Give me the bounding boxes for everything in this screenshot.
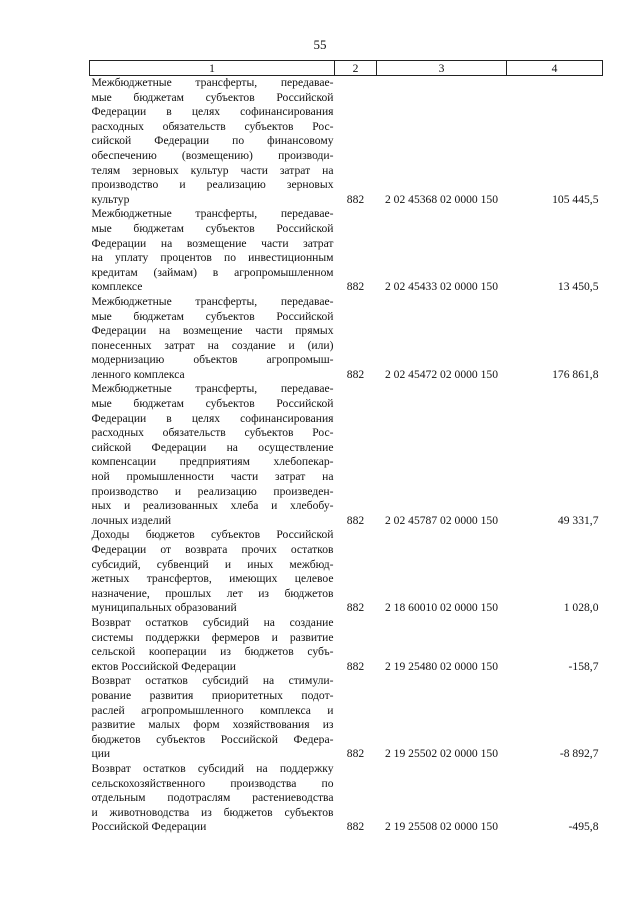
description-line: культур [91,192,130,206]
description-line: мые бюджетам субъектов Российской [91,90,334,104]
description-line: Межбюджетные трансферты, передавае- [91,76,334,89]
description-line: Федерации в целях софинансирования [91,105,334,119]
description-line: сийской Федерации по финансовому [91,134,334,148]
table-row [90,207,603,295]
row-amount: 105 445,5 [552,192,599,206]
description-line: ной промышленности части затрат на [91,470,334,484]
row-admin-code: 882 [346,367,365,381]
description-line: Межбюджетные трансферты, передавае- [91,207,334,221]
table-row [90,382,603,528]
description-line: Возврат остатков субсидий на создание [91,615,334,629]
row-amount: -158,7 [568,659,599,673]
description-line: и животноводства из бюджетов субъектов [91,805,334,819]
row-admin-code: 882 [346,513,365,527]
table-row [90,616,603,674]
description-line: Доходы бюджетов субъектов Российской [91,528,334,542]
table-row [90,76,603,208]
row-classification-code: 2 19 25502 02 0000 150 [384,747,499,761]
row-description [90,528,335,616]
description-line: лочных изделий [91,513,172,527]
description-line: кредитам (займам) в агропромышленном [91,265,334,279]
description-line: обеспечению (возмещению) производи- [91,148,334,162]
description-line: расходных обязательств субъектов Рос- [91,119,334,133]
description-line: Федерации в целях софинансирования [91,411,334,425]
description-line: сийской Федерации на осуществление [91,440,334,454]
row-admin-code: 882 [346,192,365,206]
description-line: мые бюджетам субъектов Российской [91,221,334,235]
description-line: жетных трансфертов, имеющих целевое [91,572,334,586]
row-description [90,295,335,383]
description-line: Федерации на возмещение части прямых [91,324,334,338]
row-description [90,382,335,528]
row-description [90,674,335,762]
description-line: Федерации от возврата прочих остатков [91,543,334,556]
page-number: 55 [313,37,327,52]
row-description [90,762,335,835]
row-amount: 1 028,0 [563,601,599,615]
table-row [90,528,603,616]
header-col-3: 3 [377,61,507,76]
row-classification-code: 2 02 45472 02 0000 150 [384,367,499,381]
row-admin-code: 882 [346,747,365,761]
description-line: ленного комплекса [91,367,185,381]
description-line: Возврат остатков субсидий на поддержку [91,761,334,775]
row-admin-code: 882 [346,601,365,615]
description-line: бюджетов субъектов Российской Федера- [91,732,334,746]
budget-revenue-table [89,60,603,835]
table-header [90,61,603,76]
description-line: раслей агропромышленного комплекса и [91,703,334,717]
table-body [90,76,603,835]
description-line: телям зерновых культур части затрат на [91,163,334,177]
description-line: отдельным подотраслям растениеводства [91,791,334,805]
description-line: Межбюджетные трансферты, передавае- [91,382,334,396]
description-line: ных и реализованных хлеба и хлебобу- [91,499,334,513]
row-amount: -8 892,7 [559,747,599,761]
row-description [90,207,335,295]
description-line: мые бюджетам субъектов Российской [91,309,334,323]
table-row [90,295,603,383]
description-line: ектов Российской Федерации [91,659,236,673]
description-line: модернизацию объектов агропромыш- [91,353,334,367]
description-line: рование развития приоритетных подот- [91,688,334,702]
description-line: на уплату процентов по инвестиционным [91,251,334,265]
row-admin-code: 882 [346,659,365,673]
table-row [90,674,603,762]
row-admin-code: 882 [346,280,365,294]
description-line: комплексе [91,280,143,294]
description-line: развитие малых форм хозяйствования из [91,718,334,732]
description-line: производство и реализацию произведен- [91,484,334,498]
description-line: расходных обязательств субъектов Рос- [91,426,334,440]
table-row [90,762,603,835]
row-admin-code: 882 [346,820,365,834]
description-line: Федерации на возмещение части затрат [91,236,334,250]
header-col-1: 1 [90,61,335,76]
row-amount: -495,8 [568,820,599,834]
row-amount: 49 331,7 [557,513,599,527]
row-classification-code: 2 19 25508 02 0000 150 [384,820,499,834]
description-line: системы поддержки фермеров и развитие [91,630,334,644]
description-line: Российской Федерации [91,820,207,834]
row-classification-code: 2 02 45433 02 0000 150 [384,280,499,294]
description-line: компенсации предприятиям хлебопекар- [91,455,334,469]
description-line: сельскохозяйственного производства по [91,776,334,790]
description-line: сельской кооперации из бюджетов субъ- [91,645,334,659]
row-classification-code: 2 19 25480 02 0000 150 [384,659,499,673]
row-description [90,76,335,208]
description-line: понесенных затрат на создание и (или) [91,338,334,352]
description-line: мые бюджетам субъектов Российской [91,397,334,411]
row-classification-code: 2 18 60010 02 0000 150 [384,601,499,615]
row-classification-code: 2 02 45787 02 0000 150 [384,513,499,527]
row-classification-code: 2 02 45368 02 0000 150 [384,192,499,206]
description-line: назначение, прошлых лет из бюджетов [91,586,334,600]
row-description [90,616,335,674]
description-line: субсидий, субвенций и иных межбюд- [91,557,334,571]
description-line: ции [91,747,111,761]
description-line: Возврат остатков субсидий на стимули- [91,674,334,688]
description-line: Межбюджетные трансферты, передавае- [91,294,334,308]
description-line: производство и реализацию зерновых [91,178,334,192]
row-amount: 13 450,5 [557,280,599,294]
description-line: муниципальных образований [91,601,237,615]
header-col-2: 2 [335,61,377,76]
header-col-4: 4 [507,61,603,76]
row-amount: 176 861,8 [552,367,599,381]
header-row [90,61,603,76]
